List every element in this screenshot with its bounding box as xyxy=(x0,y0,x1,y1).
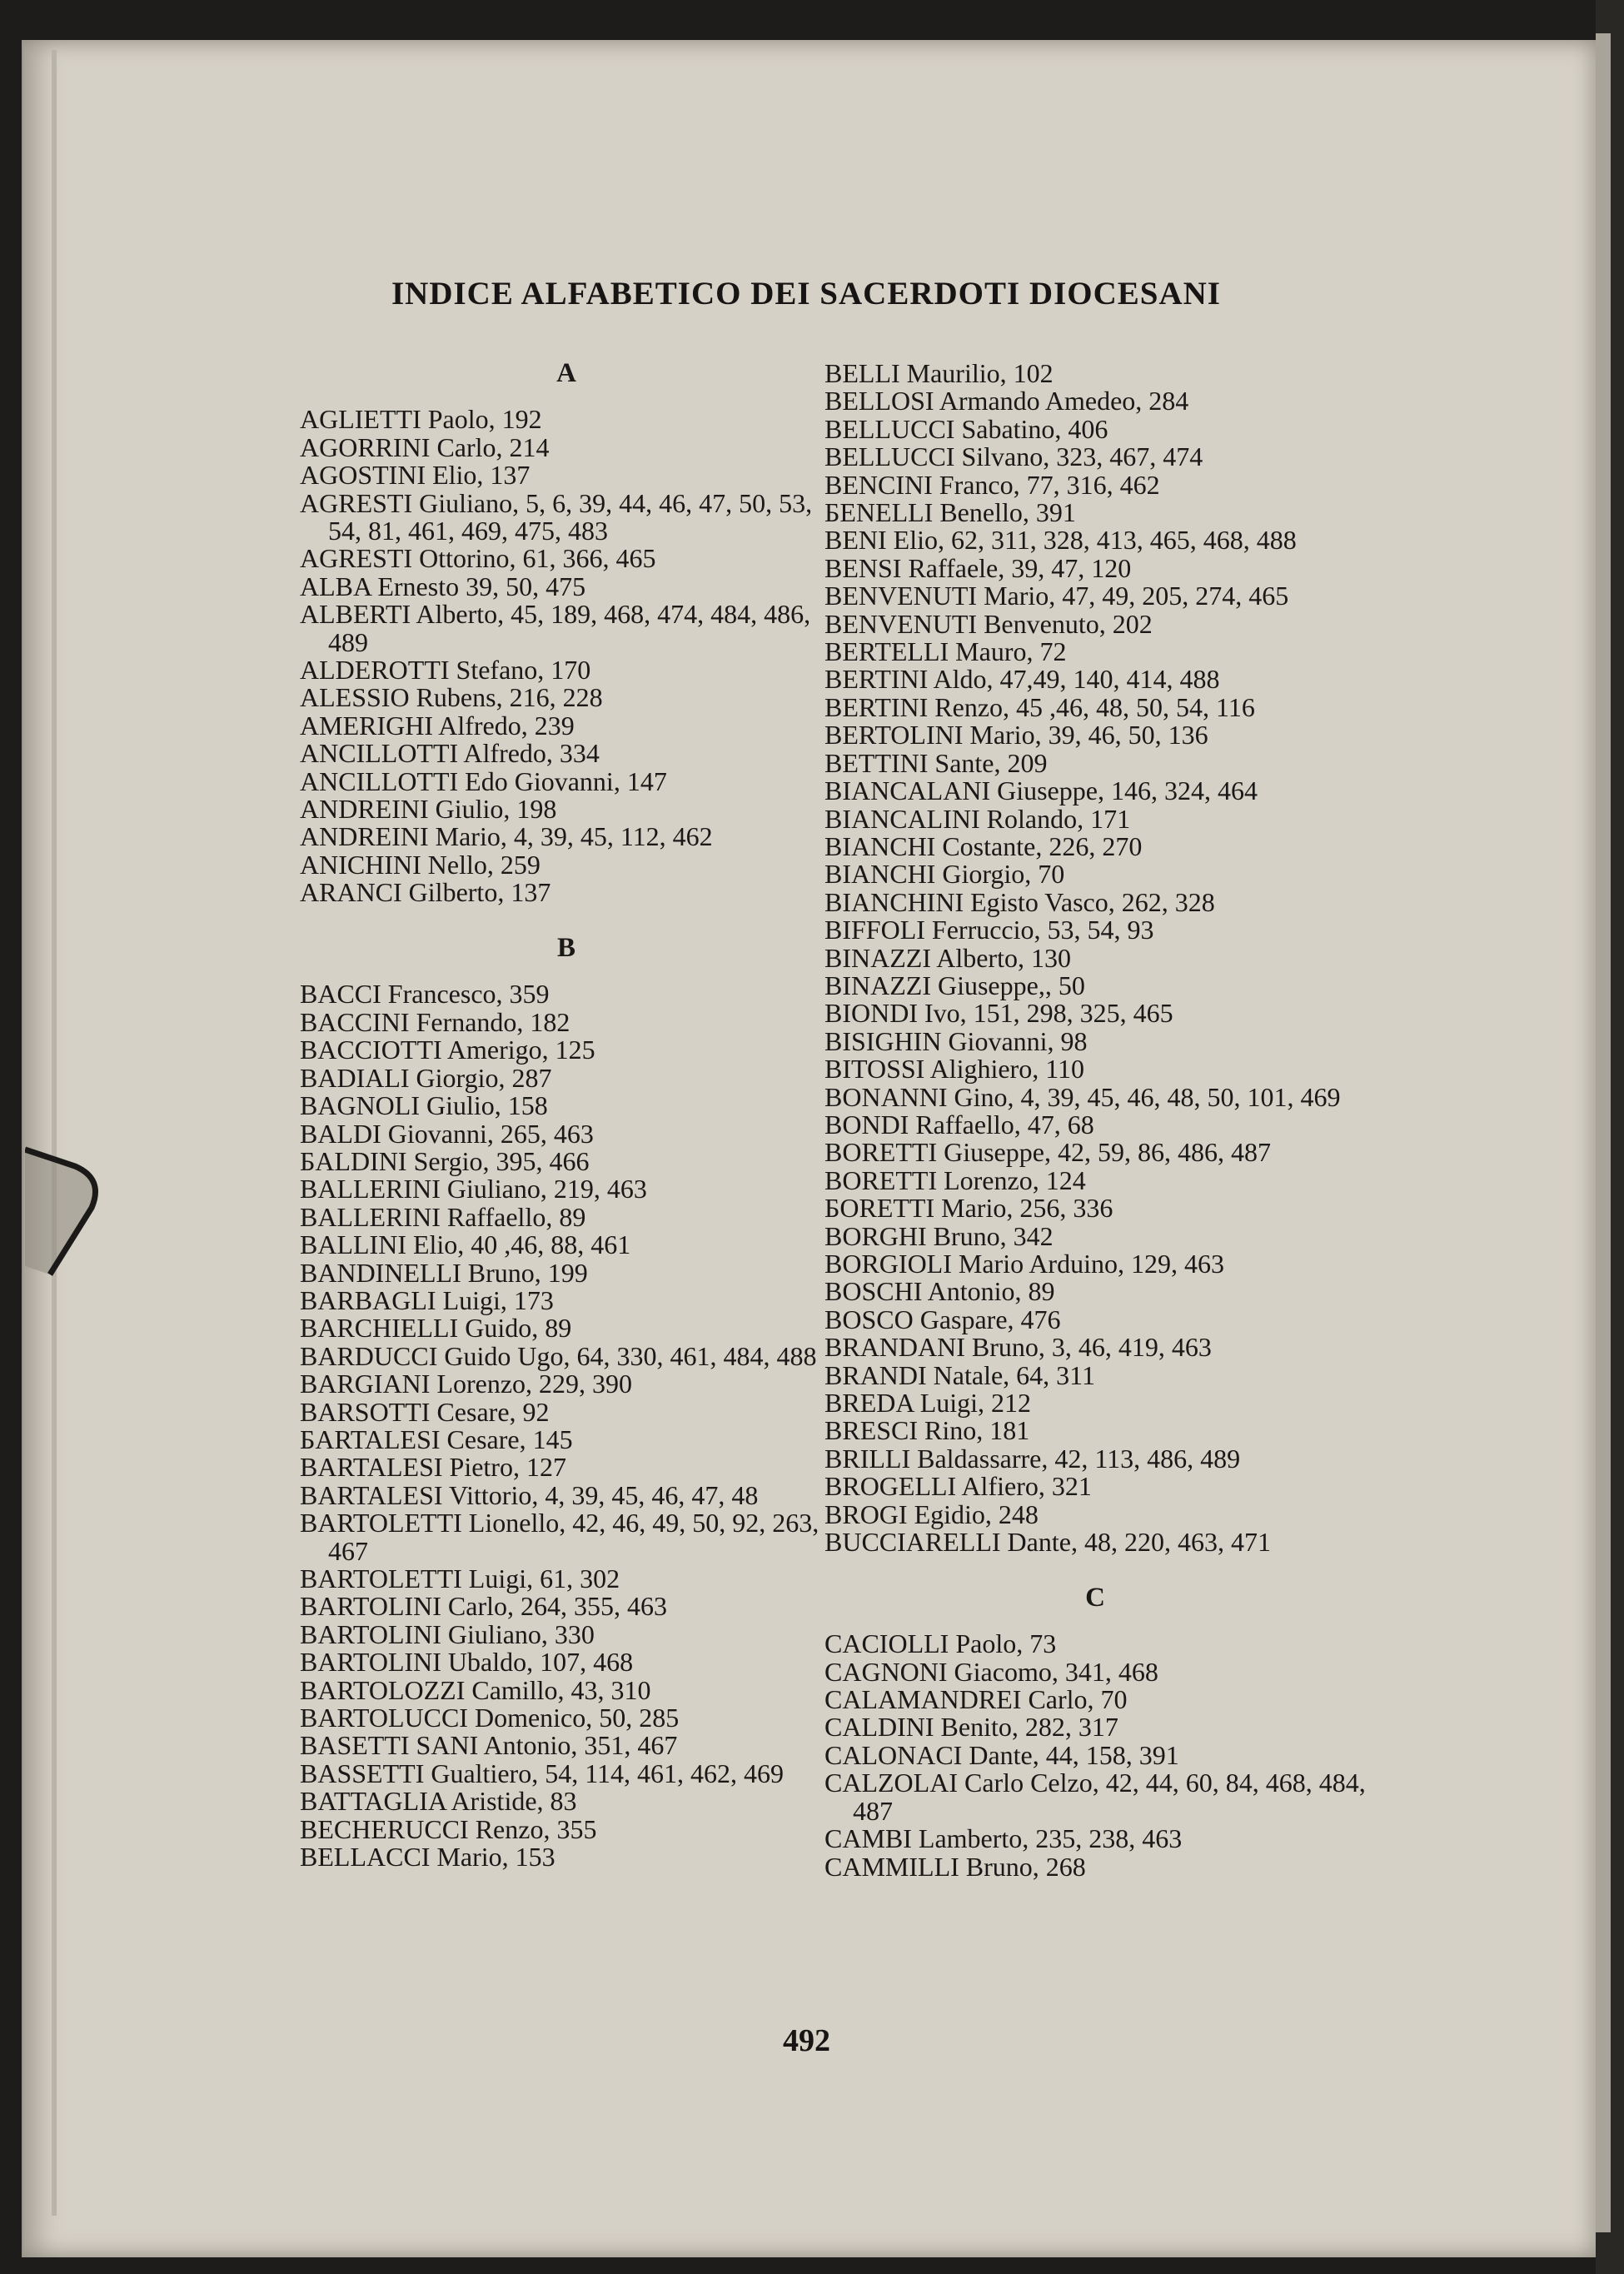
index-entry: BORETTI Lorenzo, 124 xyxy=(824,1164,1086,1195)
index-entry: BENI Elio, 62, 311, 328, 413, 465, 468, 488 xyxy=(824,525,1297,556)
index-entry: BARCHIELLI Guido, 89 xyxy=(300,1313,572,1344)
section-letter-b: B xyxy=(556,933,575,964)
index-entry: BACCI Francesco, 359 xyxy=(300,979,550,1010)
index-entry: AGRESTI Giuliano, 5, 6, 39, 44, 46, 47, 50, 53, 54, 81, 461, 469, 475, 483 xyxy=(300,487,813,546)
index-entry: BARSOTTI Cesare, 92 xyxy=(300,1396,550,1427)
index-entry: BROGI Egidio, 248 xyxy=(824,1499,1039,1529)
index-entry: BORETTI Giuseppe, 42, 59, 86, 486, 487 xyxy=(824,1137,1271,1168)
index-entry: BANDINELLI Bruno, 199 xyxy=(300,1257,588,1288)
index-entry: BIONDI Ivo, 151, 298, 325, 465 xyxy=(824,998,1173,1029)
index-entry: BACCINI Fernando, 182 xyxy=(300,1006,570,1037)
index-entry: BECHERUCCI Renzo, 355 xyxy=(300,1813,597,1844)
index-entry: ANCILLOTTI Edo Giovanni, 147 xyxy=(300,765,667,796)
index-entry: BORGIOLI Mario Arduino, 129, 463 xyxy=(824,1249,1224,1279)
index-entry: ANICHINI Nello, 259 xyxy=(300,849,541,880)
index-entry: BELLUCCI Silvano, 323, 467, 474 xyxy=(824,441,1203,472)
index-entry: BELLUCCI Sabatino, 406 xyxy=(824,413,1108,444)
index-entry: BERTINI Renzo, 45 ,46, 48, 50, 54, 116 xyxy=(824,691,1255,722)
index-entry: BARTOLINI Giuliano, 330 xyxy=(300,1618,595,1649)
index-entry: BITOSSI Alighiero, 110 xyxy=(824,1054,1085,1085)
index-entry: BARTOLOZZI Camillo, 43, 310 xyxy=(300,1674,651,1705)
index-entry: БORETTI Mario, 256, 336 xyxy=(824,1193,1113,1224)
index-entry: ALESSIO Rubens, 216, 228 xyxy=(300,682,603,713)
index-entry: BALLINI Elio, 40 ,46, 88, 461 xyxy=(300,1229,631,1260)
index-entry: BARTOLETTI Lionello, 42, 46, 49, 50, 92, 263, 467 xyxy=(300,1508,819,1566)
index-entry: BADIALI Giorgio, 287 xyxy=(300,1062,552,1093)
index-entry: BUCCIARELLI Dante, 48, 220, 463, 471 xyxy=(824,1527,1271,1558)
index-entry: BERTELLI Mauro, 72 xyxy=(824,636,1067,667)
entry-list-b-left xyxy=(300,980,833,1871)
index-entry: BONANNI Gino, 4, 39, 45, 46, 48, 50, 101, 469 xyxy=(824,1081,1341,1112)
index-entry: BENVENUTI Benvenuto, 202 xyxy=(824,608,1153,639)
section-letter-a: A xyxy=(556,358,576,388)
right-column xyxy=(824,360,1366,1881)
index-entry: ANDREINI Mario, 4, 39, 45, 112, 462 xyxy=(300,821,713,852)
left-column xyxy=(300,360,833,1871)
index-entry: BIANCALINI Rolando, 171 xyxy=(824,803,1131,834)
index-entry: BERTOLINI Mario, 39, 46, 50, 136 xyxy=(824,720,1208,751)
index-entry: BROGELLI Alfiero, 321 xyxy=(824,1471,1092,1502)
index-entry: BARBAGLI Luigi, 173 xyxy=(300,1284,554,1315)
page-tab-clip xyxy=(25,1141,125,1283)
next-page-edge xyxy=(1596,33,1611,2232)
index-entry: AGOSTINI Elio, 137 xyxy=(300,460,531,491)
index-entry: БARTALESI Cesare, 145 xyxy=(300,1424,573,1454)
index-entry: ARANCI Gilberto, 137 xyxy=(300,877,551,908)
index-entry: BELLACCI Mario, 153 xyxy=(300,1842,555,1873)
index-entry: AMERIGHI Alfredo, 239 xyxy=(300,710,575,741)
index-entry: BOSCHI Antonio, 89 xyxy=(824,1276,1055,1307)
index-entry: BIANCHINI Egisto Vasco, 262, 328 xyxy=(824,886,1215,917)
index-entry: BENSI Raffaele, 39, 47, 120 xyxy=(824,552,1132,583)
index-entry: БALDINI Sergio, 395, 466 xyxy=(300,1145,590,1176)
index-entry: BINAZZI Alberto, 130 xyxy=(824,942,1071,973)
index-entry: CAMBI Lamberto, 235, 238, 463 xyxy=(824,1823,1183,1854)
page-number: 492 xyxy=(783,2023,830,2058)
page-edge xyxy=(52,50,57,2216)
index-entry: BALLERINI Giuliano, 219, 463 xyxy=(300,1174,647,1204)
index-entry: BALDI Giovanni, 265, 463 xyxy=(300,1118,594,1149)
index-entry: CACIOLLI Paolo, 73 xyxy=(824,1628,1057,1659)
index-entry: BELLI Maurilio, 102 xyxy=(824,358,1054,388)
index-entry: BENVENUTI Mario, 47, 49, 205, 274, 465 xyxy=(824,581,1289,611)
index-entry: BARTOLINI Carlo, 264, 355, 463 xyxy=(300,1591,668,1622)
index-entry: BARDUCCI Guido Ugo, 64, 330, 461, 484, 488 xyxy=(300,1340,817,1371)
index-entry: CAMMILLI Bruno, 268 xyxy=(824,1851,1086,1882)
index-entry: BENCINI Franco, 77, 316, 462 xyxy=(824,469,1160,500)
index-entry: CALAMANDREI Carlo, 70 xyxy=(824,1684,1128,1715)
index-entry: BRESCI Rino, 181 xyxy=(824,1415,1030,1446)
index-entry: BRANDANI Bruno, 3, 46, 419, 463 xyxy=(824,1332,1212,1363)
index-entry: ANDREINI Giulio, 198 xyxy=(300,794,557,825)
index-entry: ALBA Ernesto 39, 50, 475 xyxy=(300,571,586,601)
index-entry: ALBERTI Alberto, 45, 189, 468, 474, 484, 486, 489 xyxy=(300,599,811,657)
section-letter-c: C xyxy=(1085,1582,1105,1613)
index-entry: BARTOLINI Ubaldo, 107, 468 xyxy=(300,1647,634,1678)
index-entry: BORGHI Bruno, 342 xyxy=(824,1220,1054,1251)
index-entry: BERTINI Aldo, 47,49, 140, 414, 488 xyxy=(824,664,1220,695)
entry-list-b-right xyxy=(824,360,1366,1556)
index-entry: BAGNOLI Giulio, 158 xyxy=(300,1090,548,1121)
index-entry: БENELLI Benello, 391 xyxy=(824,497,1076,528)
index-entry: AGRESTI Ottorino, 61, 366, 465 xyxy=(300,543,656,574)
index-entry: BISIGHIN Giovanni, 98 xyxy=(824,1025,1088,1056)
page-title: INDICE ALFABETICO DEI SACERDOTI DIOCESANI xyxy=(391,276,1221,312)
index-entry: BRILLI Baldassarre, 42, 113, 486, 489 xyxy=(824,1443,1241,1474)
index-entry: BINAZZI Giuseppe,, 50 xyxy=(824,970,1085,1000)
index-entry: CALDINI Benito, 282, 317 xyxy=(824,1712,1118,1743)
index-entry: BELLOSI Armando Amedeo, 284 xyxy=(824,386,1189,416)
index-entry: BIANCHI Costante, 226, 270 xyxy=(824,830,1143,861)
index-entry: BRANDI Natale, 64, 311 xyxy=(824,1359,1095,1390)
index-entry: BARTOLUCCI Domenico, 50, 285 xyxy=(300,1703,680,1733)
index-entry: ANCILLOTTI Alfredo, 334 xyxy=(300,738,600,769)
index-entry: ALDEROTTI Stefano, 170 xyxy=(300,655,591,686)
index-entry: BONDI Raffaello, 47, 68 xyxy=(824,1109,1094,1139)
index-entry: BARTALESI Vittorio, 4, 39, 45, 46, 47, 48 xyxy=(300,1479,759,1510)
index-entry: BATTAGLIA Aristide, 83 xyxy=(300,1786,577,1817)
index-entry: CALZOLAI Carlo Celzo, 42, 44, 60, 84, 468, 484, 487 xyxy=(824,1768,1366,1826)
index-entry: BOSCO Gaspare, 476 xyxy=(824,1304,1061,1334)
index-entry: BALLERINI Raffaello, 89 xyxy=(300,1201,586,1232)
index-entry: AGORRINI Carlo, 214 xyxy=(300,431,550,462)
index-entry: BARTOLETTI Luigi, 61, 302 xyxy=(300,1563,620,1594)
index-entry: BASETTI SANI Antonio, 351, 467 xyxy=(300,1730,678,1761)
index-entry: CAGNONI Giacomo, 341, 468 xyxy=(824,1656,1158,1687)
index-entry: BIANCHI Giorgio, 70 xyxy=(824,859,1065,890)
index-entry: BIANCALANI Giuseppe, 146, 324, 464 xyxy=(824,775,1258,806)
index-entry: BETTINI Sante, 209 xyxy=(824,747,1048,778)
entry-list-a xyxy=(300,406,833,906)
entry-list-c xyxy=(824,1630,1366,1881)
index-entry: BREDA Luigi, 212 xyxy=(824,1388,1032,1419)
index-entry: AGLIETTI Paolo, 192 xyxy=(300,404,542,435)
index-entry: BACCIOTTI Amerigo, 125 xyxy=(300,1035,595,1065)
index-entry: BARTALESI Pietro, 127 xyxy=(300,1452,566,1483)
index-entry: BASSETTI Gualtiero, 54, 114, 461, 462, 469 xyxy=(300,1758,784,1788)
index-entry: BARGIANI Lorenzo, 229, 390 xyxy=(300,1369,633,1399)
index-entry: BIFFOLI Ferruccio, 53, 54, 93 xyxy=(824,915,1154,945)
index-entry: CALONACI Dante, 44, 158, 391 xyxy=(824,1739,1179,1770)
